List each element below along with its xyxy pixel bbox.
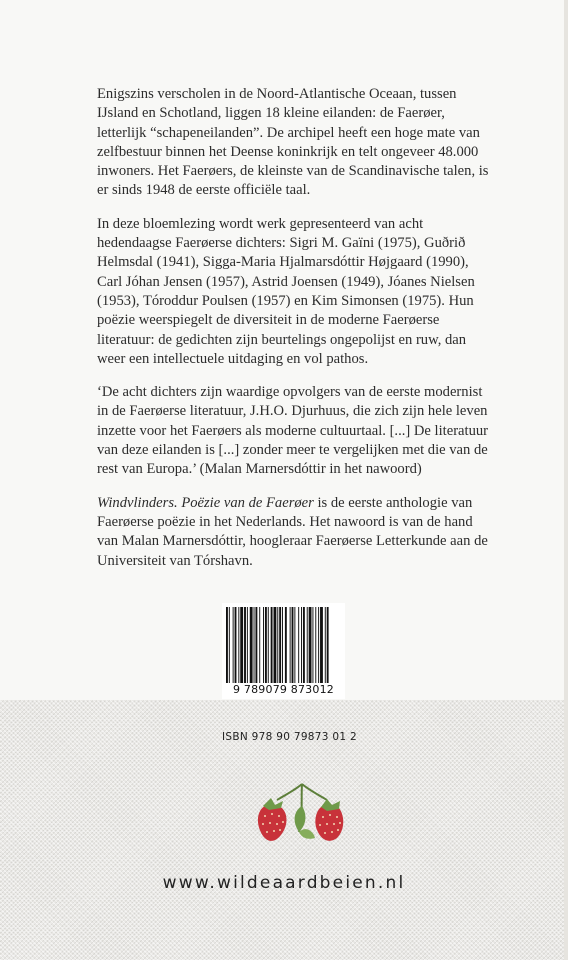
barcode-bar xyxy=(309,607,312,683)
barcode-bar xyxy=(312,607,313,683)
paragraph-poets: In deze bloemlezing wordt werk gepresenteerd van acht hedendaagse Faerøerse dichters: Sigri M. Gaïni (1975), Guðrið Helmsdal (1941), Sigga-Maria Hjalmarsdóttir Højgaard (1990), Carl Jóhan Jensen (1957), Astrid Joensen (1949), Jóanes Nielsen (1953), Tóroddur Poulsen (1957) en Kim Simonsen (1975). Hun poëzie weerspiegelt de diversiteit in de moderne Faerøerse literatuur: de gedichten zijn beurtelings ongepolijst en ruw, dan weer een intellectuele uitdaging en vol pathos. xyxy=(97,215,475,367)
barcode-bar xyxy=(277,607,278,683)
publisher-website[interactable]: www.wildeaardbeien.nl xyxy=(162,873,406,893)
barcode-bar xyxy=(307,607,308,683)
barcode-bar xyxy=(255,607,257,683)
barcode-bar xyxy=(325,607,326,683)
barcode-bar xyxy=(265,607,267,683)
barcode-bar xyxy=(315,607,316,683)
barcode-bar xyxy=(301,607,302,683)
barcode-bar xyxy=(320,607,323,683)
barcode-bar xyxy=(303,607,305,683)
book-title: Windvlinders. Poëzie van de Faerøer xyxy=(97,494,314,511)
paragraph-intro: Enigszins verscholen in de Noord-Atlantische Oceaan, tussen IJsland en Schotland, liggen 18 kleine eilanden: de Faerøer, letterlijk “schapeneilanden”. De archipel heeft een hoge mate van zelfbestuur binnen het Deense koninkrijk en telt ongeveer 48.000 inwoners. Het Faerøers, de kleinste van de Scandinavische talen, is er sinds 1948 de eerste officiële taal. xyxy=(97,86,489,199)
barcode-bar xyxy=(247,607,248,683)
barcode-bar xyxy=(279,607,281,683)
barcode-bar xyxy=(229,607,230,683)
barcode-bar xyxy=(254,607,255,683)
barcode-bar xyxy=(282,607,283,683)
cover-edge xyxy=(564,0,568,960)
paragraph-quote: ‘De acht dichters zijn waardige opvolgers van de eerste modernist in de Faerøerse literatuur, J.H.O. Djurhuus, die zich zijn hele leven inzette voor het Faerøers als moderne cultuurtaal. [...] De literatuur van deze eilanden is [...] zonder meer te vergelijken met die van de rest van Europa.’ (Malan Marnersdóttir in het nawoord) xyxy=(97,384,489,478)
barcode-bar xyxy=(240,607,243,683)
barcode-bar xyxy=(244,607,246,683)
blurb-text xyxy=(97,85,492,585)
barcode-bar xyxy=(327,607,329,683)
barcode-bar xyxy=(271,607,273,683)
barcode-bar xyxy=(238,607,239,683)
barcode-bar xyxy=(235,607,237,683)
barcode-bar xyxy=(294,607,295,683)
barcode-bar xyxy=(250,607,253,683)
isbn-number: ISBN 978 90 79873 01 2 xyxy=(222,731,357,743)
barcode-bar xyxy=(233,607,234,683)
barcode-bar xyxy=(268,607,269,683)
barcode-bar xyxy=(263,607,264,683)
barcode-bar xyxy=(226,607,228,683)
barcode-bar xyxy=(318,607,319,683)
barcode-bar xyxy=(285,607,287,683)
barcode-digits: 9 789079 873012 xyxy=(222,683,345,697)
barcode-bar xyxy=(298,607,299,683)
barcode-bar xyxy=(259,607,260,683)
barcode-bar xyxy=(290,607,291,683)
strawberries-icon xyxy=(247,780,357,850)
barcode-bars xyxy=(222,603,345,685)
paragraph-anthology-rest: is de eerste anthologie van Faerøerse poëzie in het Nederlands. Het nawoord is van de hand van Malan Marnersdóttir, hoogleraar Faerøerse Letterkunde aan de Universiteit van Tórshavn. xyxy=(97,494,488,569)
paragraph-anthology xyxy=(97,494,492,571)
barcode-bar xyxy=(292,607,294,683)
barcode-bar xyxy=(274,607,277,683)
